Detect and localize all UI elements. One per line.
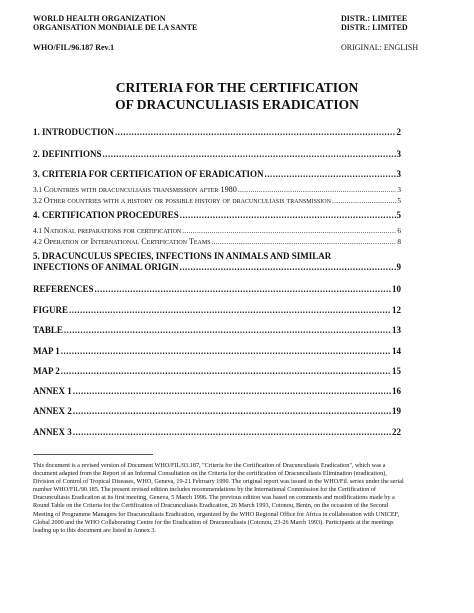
toc-entry-introduction[interactable] — [33, 127, 401, 137]
toc-label: National preparations for certification — [43, 226, 182, 235]
toc-leader-dots — [64, 325, 391, 335]
toc-leader-dots — [115, 127, 395, 137]
toc-entry-3-1[interactable] — [33, 185, 401, 194]
toc-leader-dots — [103, 149, 396, 159]
toc-entry-3-2[interactable] — [33, 196, 401, 205]
distribution-header — [341, 14, 408, 32]
toc-leader-dots — [69, 305, 391, 315]
toc-entry-map1[interactable] — [33, 346, 401, 356]
toc-label: 1. INTRODUCTION — [33, 127, 115, 137]
toc-sub-number: 4.1 — [33, 227, 44, 235]
toc-leader-dots — [265, 169, 396, 179]
toc-entry-annex1[interactable] — [33, 386, 401, 396]
toc-page-number: 3 — [396, 149, 401, 159]
toc-label: MAP 1 — [33, 346, 60, 356]
toc-entry-4-2[interactable] — [33, 237, 401, 246]
toc-leader-dots — [212, 238, 397, 246]
toc-label: FIGURE — [33, 305, 69, 315]
toc-page-number: 13 — [392, 325, 401, 335]
toc-page-number: 5 — [396, 210, 401, 220]
org-name-en: WORLD HEALTH ORGANIZATION — [33, 14, 166, 23]
toc-leader-dots — [73, 427, 391, 437]
toc-label: TABLE — [33, 325, 63, 335]
toc-label: ANNEX 3 — [33, 427, 72, 437]
toc-entry-procedures[interactable] — [33, 210, 401, 220]
document-reference: WHO/FIL/96.187 Rev.1 — [33, 43, 115, 52]
toc-label: ANNEX 2 — [33, 406, 72, 416]
toc-label: Operation of International Certification Teams — [43, 237, 211, 246]
toc-page-number: 3 — [397, 186, 401, 194]
toc-page-number: 16 — [392, 386, 401, 396]
toc-leader-dots — [61, 366, 391, 376]
toc-label: Countries with dracunculiasis transmission after 1980 — [43, 185, 237, 194]
toc-leader-dots — [179, 262, 395, 273]
toc-page-number: 15 — [392, 366, 401, 376]
toc-entry-annex2[interactable] — [33, 406, 401, 416]
toc-leader-dots — [332, 197, 396, 205]
org-name-fr: ORGANISATION MONDIALE DE LA SANTE — [33, 23, 198, 32]
distr-fr: DISTR.: LIMITEE — [341, 14, 408, 23]
toc-entry-references[interactable] — [33, 284, 401, 294]
toc-page-number: 10 — [392, 284, 401, 294]
toc-entry-figure[interactable] — [33, 305, 401, 315]
toc-entry-4-1[interactable] — [33, 226, 401, 235]
toc-sub-number: 3.2 — [33, 197, 44, 205]
toc-leader-dots — [238, 186, 397, 194]
toc-page-number: 12 — [392, 305, 401, 315]
toc-sub-number: 4.2 — [33, 238, 44, 246]
footnote-divider — [33, 454, 153, 455]
toc-leader-dots — [180, 210, 396, 220]
toc-leader-dots — [73, 386, 391, 396]
toc-leader-dots — [95, 284, 391, 294]
toc-label-line1: 5. DRACUNCULUS SPECIES, INFECTIONS IN ANIMALS AND SIMILAR — [33, 251, 332, 261]
toc-label: 4. CERTIFICATION PROCEDURES — [33, 210, 179, 220]
toc-leader-dots — [61, 346, 391, 356]
toc-page-number: 2 — [396, 127, 401, 137]
toc-label: ANNEX 1 — [33, 386, 72, 396]
toc-entry-criteria[interactable] — [33, 169, 401, 179]
distr-en: DISTR.: LIMITED — [341, 23, 408, 32]
toc-page-number: 14 — [392, 346, 401, 356]
toc-page-number: 5 — [397, 197, 401, 205]
toc-entry-dracunculus[interactable] — [33, 251, 401, 273]
toc-page-number: 6 — [397, 227, 401, 235]
toc-page-number: 3 — [396, 169, 401, 179]
toc-page-number: 22 — [392, 427, 401, 437]
toc-sub-number: 3.1 — [33, 186, 44, 194]
toc-label: MAP 2 — [33, 366, 60, 376]
footnote-text: This document is a revised version of Document WHO/FIL/93.187, "Criteria for the Certification of Dracunculiasis Eradication", which was a document adapted from the Report of an Informal Consultation on the Criteria for the certification of Dracunculiasis Elimination (eradication), Division of Control of Tropical Diseases, WHO, Geneva, 19-21 February 1990. The original report was issued in the WHO/Fil. series under the serial number WHO/FIL/90.185. The present revised edition includes recommendations by the International Commission for the Certification of Dracunculiasis Eradication at its first meeting, Geneva, 5 March 1996. The previous edition was based on comments and modifications made by a Round Table on the Criteria for the Certification of Dracunculiasis Eradication, 26 March 1993, Cotonou, Benin, on the occasion of the Second Meeting of Programme Managers for Dracunculiasis Eradication, organized by the WHO Regional Office for Africa in collaboration with UNICEF, Global 2000 and the WHO Collaborating Centre for the Eradication of Dracunculiasis (Cotonou, 23-26 March 1993). Participants at the meetings leading up to this document are listed in Annex 3. — [33, 462, 404, 534]
page-title-line2: OF DRACUNCULIASIS ERADICATION — [115, 97, 359, 112]
toc-label: 2. DEFINITIONS — [33, 149, 102, 159]
toc-page-number: 19 — [392, 406, 401, 416]
toc-page-number: 9 — [396, 262, 401, 272]
toc-leader-dots — [73, 406, 391, 416]
toc-label: REFERENCES — [33, 284, 94, 294]
page-title-line1: CRITERIA FOR THE CERTIFICATION — [115, 80, 359, 95]
organization-header — [33, 14, 197, 32]
toc-entry-table[interactable] — [33, 325, 401, 335]
toc-label: Other countries with a history or possible history of dracunculiasis transmission — [43, 196, 331, 205]
toc-leader-dots — [182, 227, 396, 235]
toc-label-line2: INFECTIONS OF ANIMAL ORIGIN — [33, 262, 179, 272]
toc-entry-definitions[interactable] — [33, 149, 401, 159]
original-language: ORIGINAL: ENGLISH — [341, 43, 419, 52]
toc-page-number: 8 — [397, 238, 401, 246]
toc-label: 3. CRITERIA FOR CERTIFICATION OF ERADICATION — [33, 169, 264, 179]
toc-entry-map2[interactable] — [33, 366, 401, 376]
toc-entry-annex3[interactable] — [33, 427, 401, 437]
